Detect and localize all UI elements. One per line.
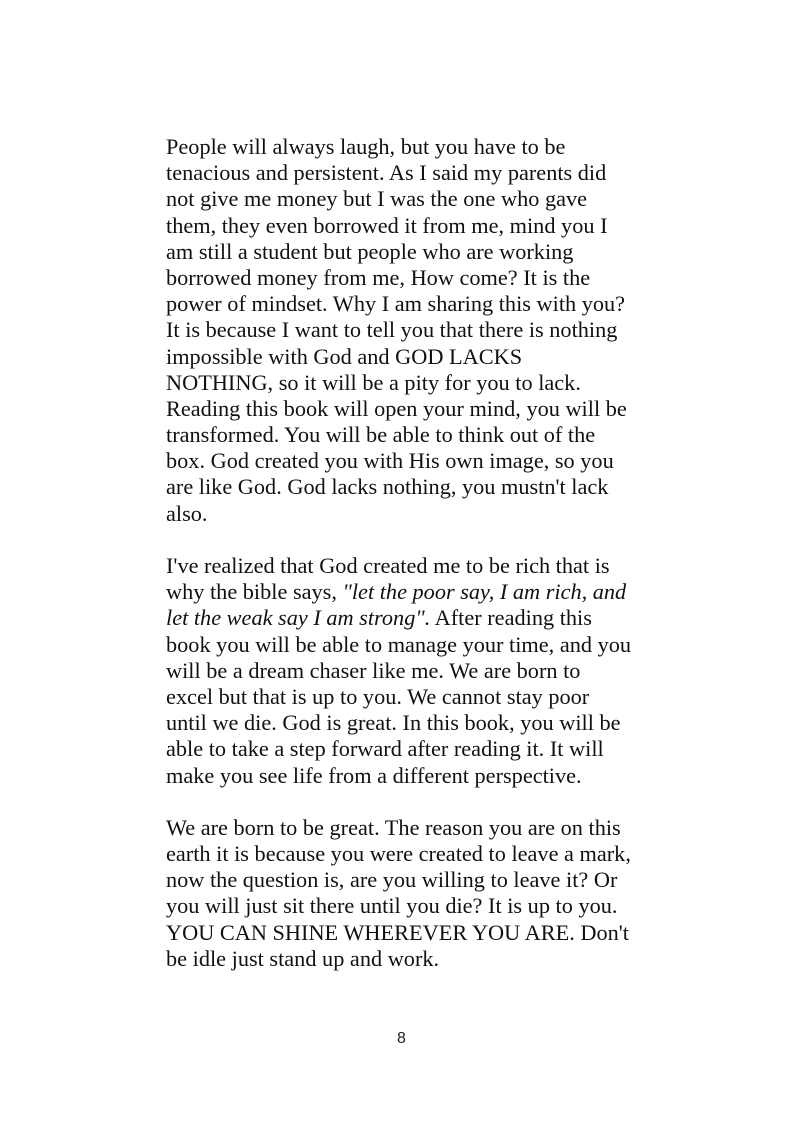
text-line: We are born to be great. The reason you are on this <box>166 814 621 840</box>
paragraph-2 <box>166 553 656 789</box>
text-line: not give me money but I was the one who gave <box>166 186 588 212</box>
text-line: NOTHING, so it will be a pity for you to lack. <box>166 369 581 395</box>
page-number: 8 <box>397 1030 406 1047</box>
text-line: be idle just stand up and work. <box>166 945 440 971</box>
text-line: borrowed money from me, How come? It is the <box>166 264 591 290</box>
text-line: am still a student but people who are working <box>166 238 574 264</box>
text-line: Reading this book will open your mind, you will be <box>166 395 627 421</box>
text-line <box>166 579 656 605</box>
text-line: tenacious and persistent. As I said my parents did <box>166 160 607 186</box>
text-line: are like God. God lacks nothing, you mustn't lack <box>166 474 609 500</box>
text-line: excel but that is up to you. We cannot stay poor <box>166 683 590 709</box>
text-line: earth it is because you were created to leave a mark, <box>166 841 631 867</box>
text-line: able to take a step forward after reading it. It will <box>166 736 604 762</box>
text-line: I've realized that God created me to be rich that is <box>166 553 610 578</box>
text-line: book you will be able to manage your time, and you <box>166 631 632 657</box>
quote-italic: "let the poor say, I am rich, and <box>342 579 627 605</box>
text-line: them, they even borrowed it from me, mind you I <box>166 212 608 238</box>
text-line: impossible with God and GOD LACKS <box>166 343 523 369</box>
quote-italic: let the weak say I am strong". <box>166 605 431 631</box>
text-line: YOU CAN SHINE WHEREVER YOU ARE. Don't <box>166 919 629 945</box>
text-run: After reading this <box>430 605 592 631</box>
text-line <box>166 605 656 631</box>
text-line: you will just sit there until you die? It is up to you. <box>166 893 618 919</box>
text-line: People will always laugh, but you have to be <box>166 134 566 159</box>
paragraph-3 <box>166 815 656 972</box>
paragraph-1 <box>166 134 656 527</box>
paragraph-gap <box>166 789 656 815</box>
text-line: transformed. You will be able to think out of the <box>166 422 596 448</box>
text-line: power of mindset. Why I am sharing this with you? <box>166 291 626 317</box>
text-line: also. <box>166 500 208 526</box>
text-line: now the question is, are you willing to leave it? Or <box>166 867 618 893</box>
text-line: will be a dream chaser like me. We are born to <box>166 657 581 683</box>
body-text <box>166 134 656 972</box>
text-line: until we die. God is great. In this book, you will be <box>166 710 621 736</box>
paragraph-gap <box>166 527 656 553</box>
text-line: box. God created you with His own image, so you <box>166 448 614 474</box>
text-line: It is because I want to tell you that there is nothing <box>166 317 618 343</box>
text-line: make you see life from a different perspective. <box>166 762 582 788</box>
text-run: why the bible says, <box>166 579 343 605</box>
